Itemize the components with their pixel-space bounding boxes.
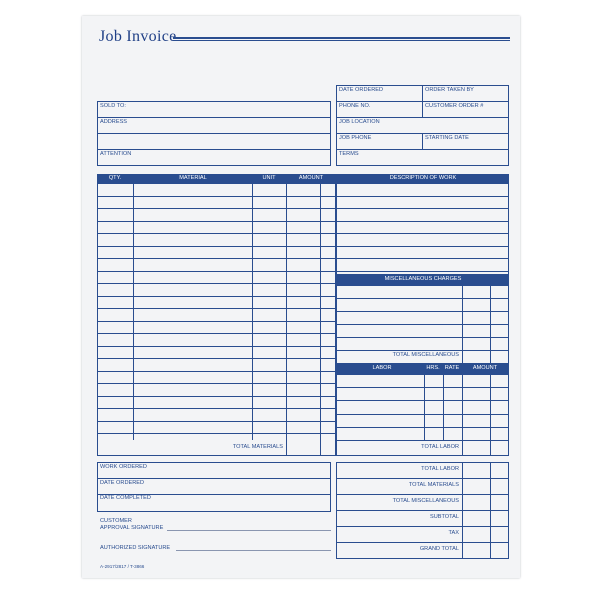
- row-rule: [336, 387, 509, 388]
- column-divider: [462, 285, 463, 363]
- authorized-signature-label: AUTHORIZED SIGNATURE: [100, 545, 171, 551]
- row-rule: [336, 271, 509, 272]
- totals-total-materials: TOTAL MATERIALS: [408, 482, 459, 488]
- rate-label: RATE: [444, 365, 460, 371]
- totals-tax: TAX: [448, 530, 459, 536]
- column-divider: [462, 363, 463, 456]
- divider: [97, 133, 331, 134]
- starting-date-field[interactable]: STARTING DATE: [425, 135, 469, 141]
- column-divider: [286, 174, 287, 440]
- row-rule: [336, 285, 509, 286]
- row-rule: [336, 324, 509, 325]
- order-taken-by-field[interactable]: ORDER TAKEN BY: [425, 87, 474, 93]
- row-rule: [336, 311, 509, 312]
- column-divider: [443, 363, 444, 440]
- row-rule: [336, 221, 509, 222]
- terms-field[interactable]: TERMS: [339, 151, 359, 157]
- customer-order-field[interactable]: CUSTOMER ORDER #: [425, 103, 484, 109]
- attention-field[interactable]: ATTENTION: [100, 151, 132, 157]
- divider: [336, 149, 509, 150]
- row-rule: [336, 526, 509, 527]
- row-rule: [336, 337, 509, 338]
- labor-amount-label: AMOUNT: [472, 365, 498, 371]
- row-rule: [336, 542, 509, 543]
- row-rule: [336, 208, 509, 209]
- qty-header: QTY.: [108, 175, 122, 181]
- completion-date-ordered-field[interactable]: DATE ORDERED: [100, 480, 145, 486]
- authorized-signature-line[interactable]: [176, 550, 331, 551]
- totals-grand-total: GRAND TOTAL: [419, 546, 459, 552]
- description-label: DESCRIPTION OF WORK: [389, 175, 457, 181]
- misc-header: [336, 274, 509, 285]
- divider: [97, 117, 331, 118]
- title-rule: [173, 37, 510, 41]
- date-completed-field[interactable]: DATE COMPLETED: [100, 495, 151, 501]
- column-divider: [424, 363, 425, 440]
- phone-no-field[interactable]: PHONE NO.: [339, 103, 371, 109]
- row-rule: [336, 258, 509, 259]
- form-number: A-2917/2817 / T-3866: [100, 564, 145, 569]
- job-location-field[interactable]: JOB LOCATION: [339, 119, 380, 125]
- unit-header: UNIT: [262, 175, 276, 181]
- column-divider: [320, 183, 321, 456]
- column-divider: [462, 462, 463, 559]
- row-rule: [336, 510, 509, 511]
- divider: [97, 478, 331, 479]
- totals-total-labor: TOTAL LABOR: [421, 466, 459, 472]
- divider: [336, 117, 509, 118]
- labor-label: LABOR: [372, 365, 392, 371]
- total-materials-label: TOTAL MATERIALS: [232, 444, 283, 450]
- description-header: [336, 174, 509, 183]
- divider: [422, 85, 423, 117]
- page-title: Job Invoice: [99, 28, 177, 45]
- divider: [97, 149, 331, 150]
- row-rule: [336, 246, 509, 247]
- misc-label: MISCELLANEOUS CHARGES: [384, 276, 462, 282]
- job-phone-field[interactable]: JOB PHONE: [339, 135, 372, 141]
- work-ordered-field[interactable]: WORK ORDERED: [100, 464, 147, 470]
- column-divider: [490, 462, 491, 559]
- material-header: MATERIAL: [179, 175, 207, 181]
- totals-total-misc: TOTAL MISCELLANEOUS: [392, 498, 459, 504]
- row-rule: [336, 183, 509, 184]
- row-rule: [336, 414, 509, 415]
- total-labor-label: TOTAL LABOR: [421, 444, 459, 450]
- row-rule: [336, 374, 509, 375]
- column-divider: [286, 440, 287, 456]
- divider: [422, 133, 423, 149]
- sold-to-field[interactable]: SOLD TO:: [100, 103, 126, 109]
- row-rule: [336, 478, 509, 479]
- total-misc-label: TOTAL MISCELLANEOUS: [392, 352, 459, 358]
- column-divider: [133, 174, 134, 440]
- address-field[interactable]: ADDRESS: [100, 119, 128, 125]
- column-divider: [490, 285, 491, 363]
- row-rule: [336, 196, 509, 197]
- hrs-label: HRS.: [426, 365, 440, 371]
- amount-header: AMOUNT: [298, 175, 324, 181]
- column-divider: [252, 174, 253, 440]
- customer-signature-label-2: APPROVAL SIGNATURE: [100, 525, 164, 531]
- date-ordered-field[interactable]: DATE ORDERED: [339, 87, 384, 93]
- customer-signature-label-1: CUSTOMER: [100, 518, 132, 524]
- row-rule: [336, 427, 509, 428]
- row-rule: [336, 400, 509, 401]
- row-rule: [336, 494, 509, 495]
- row-rule: [336, 298, 509, 299]
- totals-subtotal: SUBTOTAL: [429, 514, 459, 520]
- row-rule: [336, 350, 509, 351]
- row-rule: [336, 233, 509, 234]
- labor-header: [336, 363, 509, 374]
- row-rule: [336, 440, 509, 441]
- customer-signature-line[interactable]: [167, 530, 331, 531]
- column-divider: [490, 374, 491, 456]
